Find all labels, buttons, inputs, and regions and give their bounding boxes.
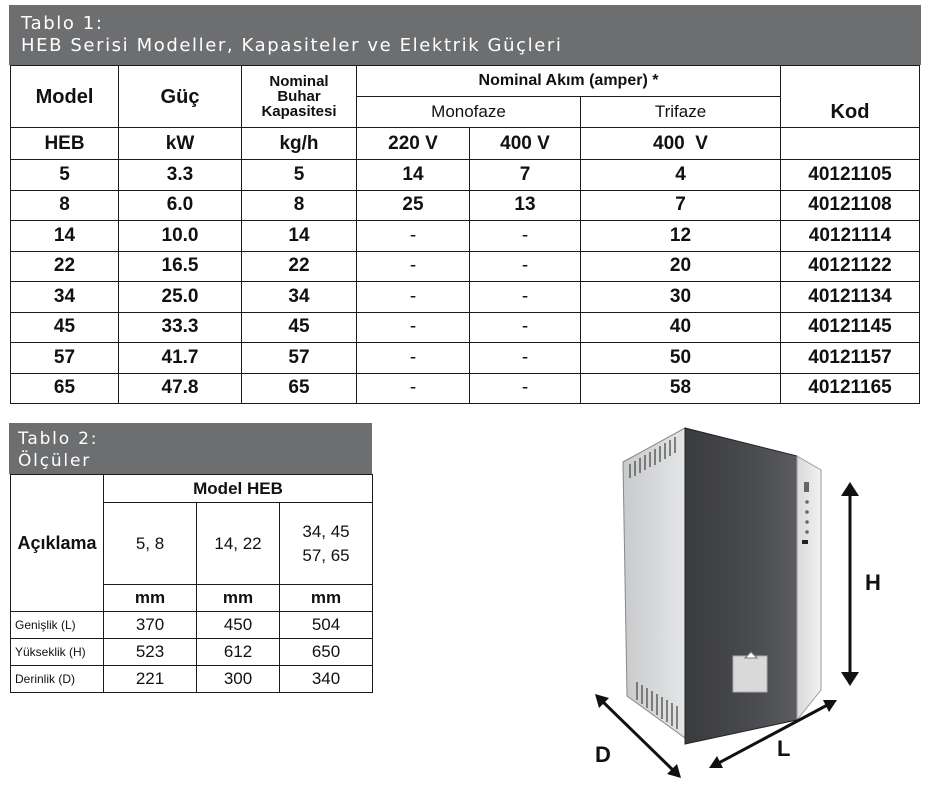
- col-header-guc: Güç: [119, 66, 242, 128]
- unit-guc: kW: [119, 128, 242, 160]
- table2-title-line1: Tablo 2:: [18, 429, 99, 449]
- dimension-value: 504: [280, 612, 373, 639]
- cell-kapasite: 45: [242, 312, 357, 343]
- col-header-nominal-kapasite: [242, 66, 357, 128]
- cell-kod: 40121122: [781, 251, 920, 282]
- nominal-line3: Kapasitesi: [261, 103, 337, 120]
- table2-title-line2: Ölçüler: [18, 451, 91, 471]
- depth-arrow-icon: [593, 692, 683, 782]
- cell-tri: 12: [581, 221, 781, 252]
- cell-a220: -: [357, 312, 470, 343]
- cell-kapasite: 57: [242, 343, 357, 374]
- cell-tri: 40: [581, 312, 781, 343]
- cell-guc: 33.3: [119, 312, 242, 343]
- table-row: [11, 666, 373, 693]
- nominal-line2: Buhar: [277, 88, 321, 105]
- unit-400v-tri: 400 V: [581, 128, 781, 160]
- cell-model: 22: [11, 251, 119, 282]
- table-row: [11, 160, 920, 191]
- cell-a220: 25: [357, 190, 470, 221]
- cell-model: 5: [11, 160, 119, 191]
- unit-right-strip: [797, 456, 821, 720]
- col-header-trifaze: Trifaze: [581, 97, 781, 128]
- col-header-nominal-akim: Nominal Akım (amper) *: [357, 66, 781, 97]
- cell-kapasite: 22: [242, 251, 357, 282]
- table2-col3-line1: 34, 45: [302, 521, 350, 541]
- cell-guc: 10.0: [119, 221, 242, 252]
- humidifier-illustration: [585, 420, 925, 780]
- unit-400v-mono: 400 V: [470, 128, 581, 160]
- cell-kod: 40121157: [781, 343, 920, 374]
- unit-220v: 220 V: [357, 128, 470, 160]
- cell-guc: 6.0: [119, 190, 242, 221]
- cell-kod: 40121145: [781, 312, 920, 343]
- table-row: [11, 312, 920, 343]
- cell-a400: -: [470, 282, 581, 313]
- cell-model: 34: [11, 282, 119, 313]
- cell-a220: -: [357, 282, 470, 313]
- col-header-monofaze: Monofaze: [357, 97, 581, 128]
- label-l: L: [777, 736, 791, 761]
- dimension-label: Yükseklik (H): [11, 639, 104, 666]
- cell-a400: 13: [470, 190, 581, 221]
- dimension-value: 221: [104, 666, 197, 693]
- cell-a220: -: [357, 373, 470, 404]
- cell-tri: 4: [581, 160, 781, 191]
- cell-kapasite: 14: [242, 221, 357, 252]
- cell-a400: -: [470, 312, 581, 343]
- table2-col3-header: [280, 503, 373, 585]
- cell-model: 45: [11, 312, 119, 343]
- table2-col1-header: 5, 8: [104, 503, 197, 585]
- table2-unit-1: mm: [104, 585, 197, 612]
- table-row: [11, 639, 373, 666]
- cell-guc: 41.7: [119, 343, 242, 374]
- warning-label: [733, 656, 767, 692]
- cell-model: 14: [11, 221, 119, 252]
- table2-title-bar: [9, 423, 372, 474]
- dimension-value: 450: [197, 612, 280, 639]
- dimension-label: Genişlik (L): [11, 612, 104, 639]
- label-d: D: [595, 742, 611, 767]
- cell-a400: -: [470, 251, 581, 282]
- cell-a400: -: [470, 343, 581, 374]
- cell-kod: 40121165: [781, 373, 920, 404]
- cell-tri: 20: [581, 251, 781, 282]
- cell-a220: 14: [357, 160, 470, 191]
- table2-unit-3: mm: [280, 585, 373, 612]
- cell-guc: 47.8: [119, 373, 242, 404]
- cell-kapasite: 8: [242, 190, 357, 221]
- cell-kod: 40121114: [781, 221, 920, 252]
- cell-kapasite: 65: [242, 373, 357, 404]
- cell-model: 8: [11, 190, 119, 221]
- cell-kapasite: 5: [242, 160, 357, 191]
- table1-body: [11, 160, 920, 404]
- cell-a220: -: [357, 343, 470, 374]
- table1-title-line1: Tablo 1:: [21, 13, 104, 34]
- table2-col2-header: 14, 22: [197, 503, 280, 585]
- width-arrow-icon: [707, 696, 839, 772]
- table2: [10, 474, 373, 693]
- table1: [10, 65, 920, 404]
- cell-kapasite: 34: [242, 282, 357, 313]
- dimension-value: 300: [197, 666, 280, 693]
- table2-unit-2: mm: [197, 585, 280, 612]
- cell-model: 57: [11, 343, 119, 374]
- table-row: [11, 221, 920, 252]
- cell-kod: 40121105: [781, 160, 920, 191]
- col-header-kod: Kod: [781, 66, 920, 128]
- dimension-value: 340: [280, 666, 373, 693]
- table-row: [11, 612, 373, 639]
- height-arrow-icon: [835, 480, 865, 690]
- cell-kod: 40121134: [781, 282, 920, 313]
- cell-tri: 58: [581, 373, 781, 404]
- table2-body: [11, 612, 373, 693]
- dimension-value: 370: [104, 612, 197, 639]
- table1-title-line2: HEB Serisi Modeller, Kapasiteler ve Elektrik Güçleri: [21, 35, 563, 56]
- table1-title-bar: [9, 5, 921, 65]
- cell-tri: 30: [581, 282, 781, 313]
- table-row: [11, 190, 920, 221]
- col-header-model: Model: [11, 66, 119, 128]
- unit-model: HEB: [11, 128, 119, 160]
- cell-tri: 7: [581, 190, 781, 221]
- cell-a400: -: [470, 373, 581, 404]
- label-h: H: [865, 570, 881, 595]
- unit-kod: [781, 128, 920, 160]
- cell-guc: 25.0: [119, 282, 242, 313]
- table2-col3-line2: 57, 65: [302, 545, 350, 565]
- cell-a400: 7: [470, 160, 581, 191]
- table-row: [11, 251, 920, 282]
- dimension-value: 523: [104, 639, 197, 666]
- table2-model-heb: Model HEB: [104, 475, 373, 503]
- table-row: [11, 373, 920, 404]
- table-row: [11, 343, 920, 374]
- table2-aciklama: Açıklama: [11, 475, 104, 612]
- cell-tri: 50: [581, 343, 781, 374]
- cell-a220: -: [357, 221, 470, 252]
- cell-guc: 16.5: [119, 251, 242, 282]
- nominal-line1: Nominal: [269, 73, 329, 90]
- cell-a400: -: [470, 221, 581, 252]
- cell-guc: 3.3: [119, 160, 242, 191]
- dimension-label: Derinlik (D): [11, 666, 104, 693]
- unit-kapasite: kg/h: [242, 128, 357, 160]
- table-row: [11, 282, 920, 313]
- dimension-value: 612: [197, 639, 280, 666]
- cell-a220: -: [357, 251, 470, 282]
- dimension-value: 650: [280, 639, 373, 666]
- cell-model: 65: [11, 373, 119, 404]
- cell-kod: 40121108: [781, 190, 920, 221]
